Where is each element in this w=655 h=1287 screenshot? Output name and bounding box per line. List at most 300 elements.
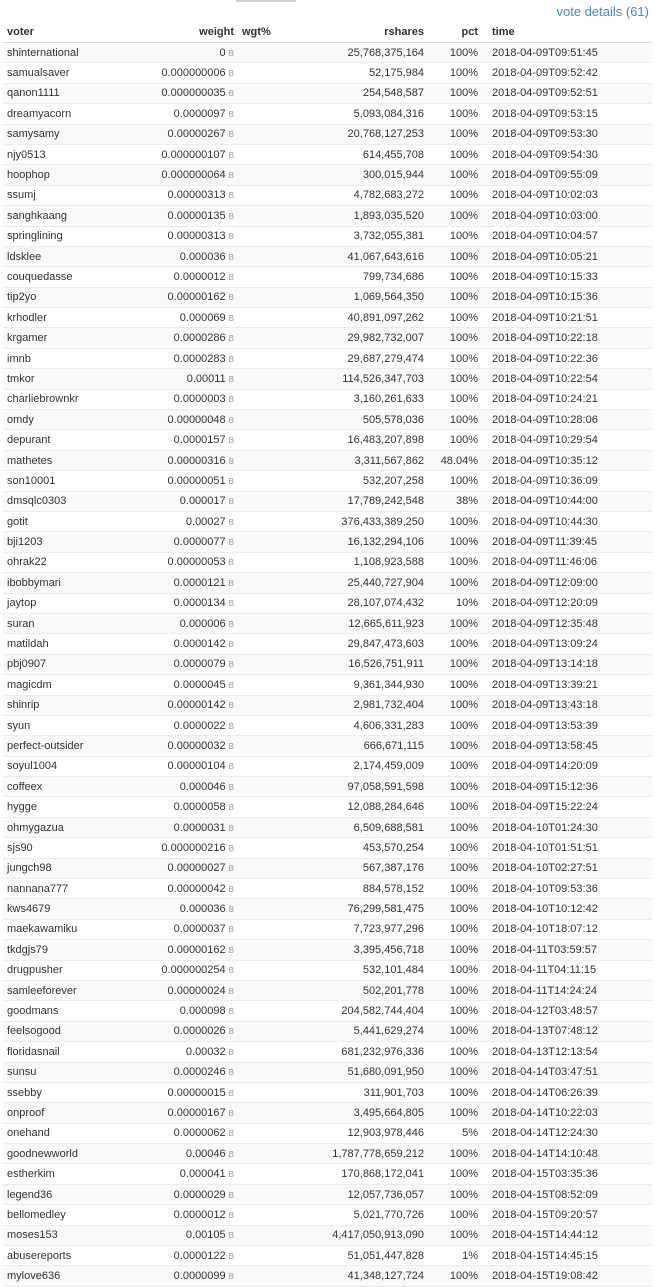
weight-value: 0.00027 [185,515,226,528]
time-cell: 2018-04-09T10:22:36 [482,348,652,368]
wgt-pct-cell [238,817,298,837]
time-cell: 2018-04-09T12:09:00 [482,573,652,593]
voter-name[interactable]: ohmygazua [3,817,153,837]
voter-name[interactable]: abusereports [3,1246,153,1266]
table-row [3,1082,652,1102]
voter-name[interactable]: bji1203 [3,532,153,552]
pct-cell: 100% [428,695,482,715]
rshares-cell: 532,207,258 [298,471,428,491]
voter-name[interactable]: sanghkaang [3,206,153,226]
vote-details-link[interactable]: vote details (61) [556,4,649,19]
table-row [3,736,652,756]
time-cell: 2018-04-09T13:14:18 [482,654,652,674]
time-cell: 2018-04-09T13:09:24 [482,634,652,654]
weight-value: 0.000000006 [161,67,226,80]
weight-value: 0.00105 [185,1229,226,1242]
voter-name[interactable]: tmkor [3,369,153,389]
weight-value: 0.000041 [179,1168,226,1181]
weight-unit: B [228,1251,234,1261]
weight-value: 0.00000015 [167,1086,226,1099]
voter-name[interactable]: nannana777 [3,879,153,899]
weight-unit: B [228,823,234,833]
weight-unit: B [228,945,234,955]
table-row [3,1225,652,1245]
pct-cell: 100% [428,165,482,185]
wgt-pct-cell [238,389,298,409]
pct-cell: 100% [428,879,482,899]
weight-value: 0.00000042 [167,882,226,895]
pct-cell: 100% [428,1225,482,1245]
weight-unit: B [228,864,234,874]
wgt-pct-cell [238,430,298,450]
voter-name[interactable]: maekawamiku [3,919,153,939]
weight-unit: B [228,1129,234,1139]
weight-cell [153,43,238,63]
time-cell: 2018-04-09T10:15:33 [482,267,652,287]
voter-name[interactable]: samysamy [3,124,153,144]
weight-value: 0.000000035 [161,87,226,100]
time-cell: 2018-04-09T11:46:06 [482,552,652,572]
time-cell: 2018-04-14T10:22:03 [482,1103,652,1123]
table-row [3,797,652,817]
votes-table [3,22,652,1287]
voter-name[interactable]: drugpusher [3,960,153,980]
rshares-cell: 1,787,778,659,212 [298,1144,428,1164]
pct-cell: 100% [428,124,482,144]
pct-cell: 100% [428,675,482,695]
table-row [3,960,652,980]
table-row [3,899,652,919]
time-cell: 2018-04-13T07:48:12 [482,1021,652,1041]
weight-cell [153,1144,238,1164]
wgt-pct-cell [238,124,298,144]
votes-table-body [3,43,652,1287]
voter-name[interactable]: son10001 [3,471,153,491]
pct-cell: 48.04% [428,450,482,470]
pct-cell: 100% [428,511,482,531]
time-cell: 2018-04-09T10:22:18 [482,328,652,348]
voter-name[interactable]: imnb [3,348,153,368]
voter-name[interactable]: legend36 [3,1184,153,1204]
voter-name[interactable]: feelsogood [3,1021,153,1041]
weight-unit: B [228,1170,234,1180]
weight-value: 0.00000104 [167,760,226,773]
pct-cell: 100% [428,267,482,287]
voter-name[interactable]: depurant [3,430,153,450]
table-row [3,389,652,409]
rshares-cell: 3,732,055,381 [298,226,428,246]
rshares-cell: 29,687,279,474 [298,348,428,368]
table-row [3,980,652,1000]
voter-name[interactable]: moses153 [3,1225,153,1245]
voter-name[interactable]: njy0513 [3,144,153,164]
rshares-cell: 1,108,923,588 [298,552,428,572]
rshares-cell: 3,495,664,805 [298,1103,428,1123]
time-cell: 2018-04-09T11:39:45 [482,532,652,552]
weight-value: 0.0000283 [173,352,226,365]
time-cell: 2018-04-15T14:44:12 [482,1225,652,1245]
weight-cell [153,348,238,368]
table-row [3,1123,652,1143]
table-row [3,43,652,63]
weight-cell [153,144,238,164]
voter-name[interactable]: samleeforever [3,980,153,1000]
weight-value: 0.00000267 [167,128,226,141]
wgt-pct-cell [238,756,298,776]
weight-value: 0.0000121 [173,576,226,589]
pct-cell: 100% [428,83,482,103]
weight-cell [153,1042,238,1062]
voter-name[interactable]: springlining [3,226,153,246]
weight-value: 0.000036 [179,903,226,916]
time-column-header[interactable]: time [482,22,652,43]
table-row [3,1001,652,1021]
rshares-cell: 311,901,703 [298,1082,428,1102]
pct-cell: 100% [428,1164,482,1184]
weight-unit: B [228,272,234,282]
time-cell: 2018-04-09T13:43:18 [482,695,652,715]
time-cell: 2018-04-14T03:47:51 [482,1062,652,1082]
weight-cell [153,573,238,593]
voter-name[interactable]: charliebrownkr [3,389,153,409]
voter-name[interactable]: krgamer [3,328,153,348]
time-cell: 2018-04-09T10:28:06 [482,410,652,430]
weight-unit: B [228,374,234,384]
voter-name[interactable]: bellomedley [3,1205,153,1225]
weight-unit: B [228,1047,234,1057]
table-row [3,858,652,878]
weight-unit: B [228,660,234,670]
time-cell: 2018-04-09T10:29:54 [482,430,652,450]
weight-value: 0.0000012 [173,270,226,283]
rshares-cell: 3,160,261,633 [298,389,428,409]
time-cell: 2018-04-09T09:54:30 [482,144,652,164]
voter-name[interactable]: kws4679 [3,899,153,919]
time-cell: 2018-04-09T09:55:09 [482,165,652,185]
wgt-pct-cell [238,348,298,368]
wgt-pct-cell [238,226,298,246]
wgt-pct-cell [238,1001,298,1021]
table-row [3,369,652,389]
pct-cell: 100% [428,226,482,246]
weight-value: 0.00000024 [167,984,226,997]
voter-name[interactable]: jungch98 [3,858,153,878]
weight-cell [153,450,238,470]
time-cell: 2018-04-09T10:22:54 [482,369,652,389]
voter-name[interactable]: magicdm [3,675,153,695]
voter-name[interactable]: soyul1004 [3,756,153,776]
weight-value: 0.00000316 [167,454,226,467]
pct-cell: 1% [428,1246,482,1266]
rshares-cell: 25,768,375,164 [298,43,428,63]
table-row [3,348,652,368]
weight-unit: B [228,986,234,996]
voter-name[interactable]: floridasnail [3,1042,153,1062]
weight-cell [153,1205,238,1225]
voter-name[interactable]: gotit [3,511,153,531]
pct-cell: 5% [428,1123,482,1143]
pct-cell: 100% [428,369,482,389]
voter-name[interactable]: ssebby [3,1082,153,1102]
table-row [3,1184,652,1204]
wgt-pct-cell [238,1021,298,1041]
voter-name[interactable]: samualsaver [3,63,153,83]
voter-name[interactable]: onproof [3,1103,153,1123]
weight-unit: B [228,1231,234,1241]
voter-name[interactable]: sunsu [3,1062,153,1082]
table-row [3,144,652,164]
weight-value: 0.000000107 [161,148,226,161]
weight-cell [153,1103,238,1123]
weight-value: 0.00011 [186,372,226,385]
weight-value: 0.0000012 [173,1208,226,1221]
voter-name[interactable]: shinternational [3,43,153,63]
weight-value: 0.000006 [179,617,226,630]
weight-cell [153,879,238,899]
time-cell: 2018-04-15T08:52:09 [482,1184,652,1204]
rshares-cell: 4,606,331,283 [298,715,428,735]
time-cell: 2018-04-09T12:35:48 [482,613,652,633]
weight-cell [153,83,238,103]
tab-indicator [236,0,296,2]
table-row [3,287,652,307]
weight-cell [153,511,238,531]
weight-unit: B [228,843,234,853]
rshares-cell: 28,107,074,432 [298,593,428,613]
weight-unit: B [228,680,234,690]
rshares-cell: 614,455,708 [298,144,428,164]
voter-name[interactable]: tip2yo [3,287,153,307]
time-cell: 2018-04-09T09:53:15 [482,104,652,124]
weight-unit: B [228,517,234,527]
weight-value: 0.0000022 [173,719,226,732]
table-row [3,491,652,511]
weight-unit: B [228,1149,234,1159]
table-row [3,267,652,287]
rshares-cell: 12,057,736,057 [298,1184,428,1204]
rshares-cell: 204,582,744,404 [298,1001,428,1021]
pct-cell: 100% [428,552,482,572]
weight-cell [153,185,238,205]
wgt-pct-cell [238,634,298,654]
weight-value: 0.0000246 [173,1066,226,1079]
voter-name[interactable]: estherkim [3,1164,153,1184]
weight-value: 0.00000313 [167,230,226,243]
voter-name[interactable]: qanon1111 [3,83,153,103]
voter-name[interactable]: sjs90 [3,838,153,858]
rshares-cell: 7,723,977,296 [298,919,428,939]
wgt-pct-cell [238,736,298,756]
voter-name[interactable]: perfect-outsider [3,736,153,756]
table-row [3,308,652,328]
weight-value: 0.00000162 [167,291,226,304]
wgt-pct-column-header[interactable]: wgt% [238,22,298,43]
weight-cell [153,1164,238,1184]
time-cell: 2018-04-13T12:13:54 [482,1042,652,1062]
voter-name[interactable]: suran [3,613,153,633]
voter-name[interactable]: omdy [3,410,153,430]
pct-column-header[interactable]: pct [428,22,482,43]
table-row [3,1266,652,1286]
time-cell: 2018-04-09T15:22:24 [482,797,652,817]
voter-column-header[interactable]: voter [3,22,153,43]
weight-cell [153,226,238,246]
rshares-cell: 5,441,629,274 [298,1021,428,1041]
weight-cell [153,1246,238,1266]
wgt-pct-cell [238,308,298,328]
wgt-pct-cell [238,552,298,572]
weight-cell [153,1001,238,1021]
pct-cell: 100% [428,185,482,205]
pct-cell: 100% [428,1266,482,1286]
voter-name[interactable]: mathetes [3,450,153,470]
rshares-cell: 97,058,591,598 [298,777,428,797]
weight-unit: B [228,925,234,935]
voter-name[interactable]: matildah [3,634,153,654]
rshares-cell: 453,570,254 [298,838,428,858]
wgt-pct-cell [238,410,298,430]
weight-unit: B [228,1088,234,1098]
weight-column-header[interactable]: weight [153,22,238,43]
rshares-cell: 5,021,770,726 [298,1205,428,1225]
weight-cell [153,613,238,633]
rshares-cell: 2,981,732,404 [298,695,428,715]
rshares-cell: 1,893,035,520 [298,206,428,226]
time-cell: 2018-04-09T10:44:00 [482,491,652,511]
weight-unit: B [228,171,234,181]
voter-name[interactable]: shinrip [3,695,153,715]
wgt-pct-cell [238,104,298,124]
pct-cell: 100% [428,634,482,654]
time-cell: 2018-04-09T10:15:36 [482,287,652,307]
rshares-cell: 254,548,587 [298,83,428,103]
pct-cell: 100% [428,206,482,226]
weight-cell [153,532,238,552]
voter-name[interactable]: ohrak22 [3,552,153,572]
wgt-pct-cell [238,715,298,735]
voter-name[interactable]: goodmans [3,1001,153,1021]
table-row [3,104,652,124]
time-cell: 2018-04-11T04:11:15 [482,960,652,980]
time-cell: 2018-04-09T10:24:21 [482,389,652,409]
voter-name[interactable]: onehand [3,1123,153,1143]
weight-unit: B [228,415,234,425]
pct-cell: 100% [428,715,482,735]
weight-unit: B [228,1007,234,1017]
table-row [3,838,652,858]
pct-cell: 100% [428,817,482,837]
rshares-cell: 52,175,984 [298,63,428,83]
rshares-cell: 376,433,389,250 [298,511,428,531]
wgt-pct-cell [238,899,298,919]
pct-cell: 100% [428,573,482,593]
weight-cell [153,654,238,674]
rshares-cell: 41,067,643,616 [298,246,428,266]
weight-unit: B [228,109,234,119]
weight-value: 0.00000135 [167,209,226,222]
rshares-cell: 20,768,127,253 [298,124,428,144]
weight-cell [153,675,238,695]
table-row [3,879,652,899]
voter-name[interactable]: tkdgjs79 [3,940,153,960]
wgt-pct-cell [238,613,298,633]
wgt-pct-cell [238,43,298,63]
pct-cell: 100% [428,532,482,552]
table-row [3,777,652,797]
voter-name[interactable]: goodnewworld [3,1144,153,1164]
weight-cell [153,491,238,511]
pct-cell: 10% [428,593,482,613]
pct-cell: 100% [428,308,482,328]
rshares-cell: 884,578,152 [298,879,428,899]
weight-value: 0.00000162 [167,943,226,956]
weight-value: 0.00000142 [167,699,226,712]
weight-cell [153,1021,238,1041]
voter-name[interactable]: ldsklee [3,246,153,266]
weight-cell [153,634,238,654]
weight-unit: B [228,436,234,446]
voter-name[interactable]: dreamyacorn [3,104,153,124]
voter-name[interactable]: ssumj [3,185,153,205]
voter-name[interactable]: hoophop [3,165,153,185]
weight-unit: B [228,456,234,466]
time-cell: 2018-04-10T18:07:12 [482,919,652,939]
voter-name[interactable]: jaytop [3,593,153,613]
voter-name[interactable]: dmsqlc0303 [3,491,153,511]
voter-name[interactable]: coffeex [3,777,153,797]
weight-unit: B [228,252,234,262]
table-row [3,1144,652,1164]
time-cell: 2018-04-09T13:39:21 [482,675,652,695]
weight-value: 0.0000031 [173,821,226,834]
pct-cell: 100% [428,838,482,858]
weight-cell [153,1082,238,1102]
table-row [3,1062,652,1082]
table-row [3,573,652,593]
voter-name[interactable]: krhodler [3,308,153,328]
weight-unit: B [228,232,234,242]
voter-name[interactable]: mylove636 [3,1266,153,1286]
pct-cell: 100% [428,960,482,980]
pct-cell: 100% [428,246,482,266]
voter-name[interactable]: hygge [3,797,153,817]
weight-value: 0.0000099 [173,1270,226,1283]
table-row [3,675,652,695]
time-cell: 2018-04-15T19:08:42 [482,1266,652,1286]
voter-name[interactable]: pbj0907 [3,654,153,674]
weight-cell [153,471,238,491]
voter-name[interactable]: couquedasse [3,267,153,287]
table-row [3,695,652,715]
voter-name[interactable]: syun [3,715,153,735]
weight-value: 0.0000079 [173,658,226,671]
weight-value: 0.00000032 [167,739,226,752]
time-cell: 2018-04-10T09:53:36 [482,879,652,899]
rshares-cell: 300,015,944 [298,165,428,185]
weight-unit: B [228,313,234,323]
wgt-pct-cell [238,267,298,287]
rshares-column-header[interactable]: rshares [298,22,428,43]
wgt-pct-cell [238,450,298,470]
table-row [3,552,652,572]
time-cell: 2018-04-09T10:44:30 [482,511,652,531]
weight-unit: B [228,150,234,160]
time-cell: 2018-04-09T15:12:36 [482,777,652,797]
weight-cell [153,267,238,287]
voter-name[interactable]: ibobbymari [3,573,153,593]
time-cell: 2018-04-09T10:35:12 [482,450,652,470]
weight-unit: B [228,640,234,650]
